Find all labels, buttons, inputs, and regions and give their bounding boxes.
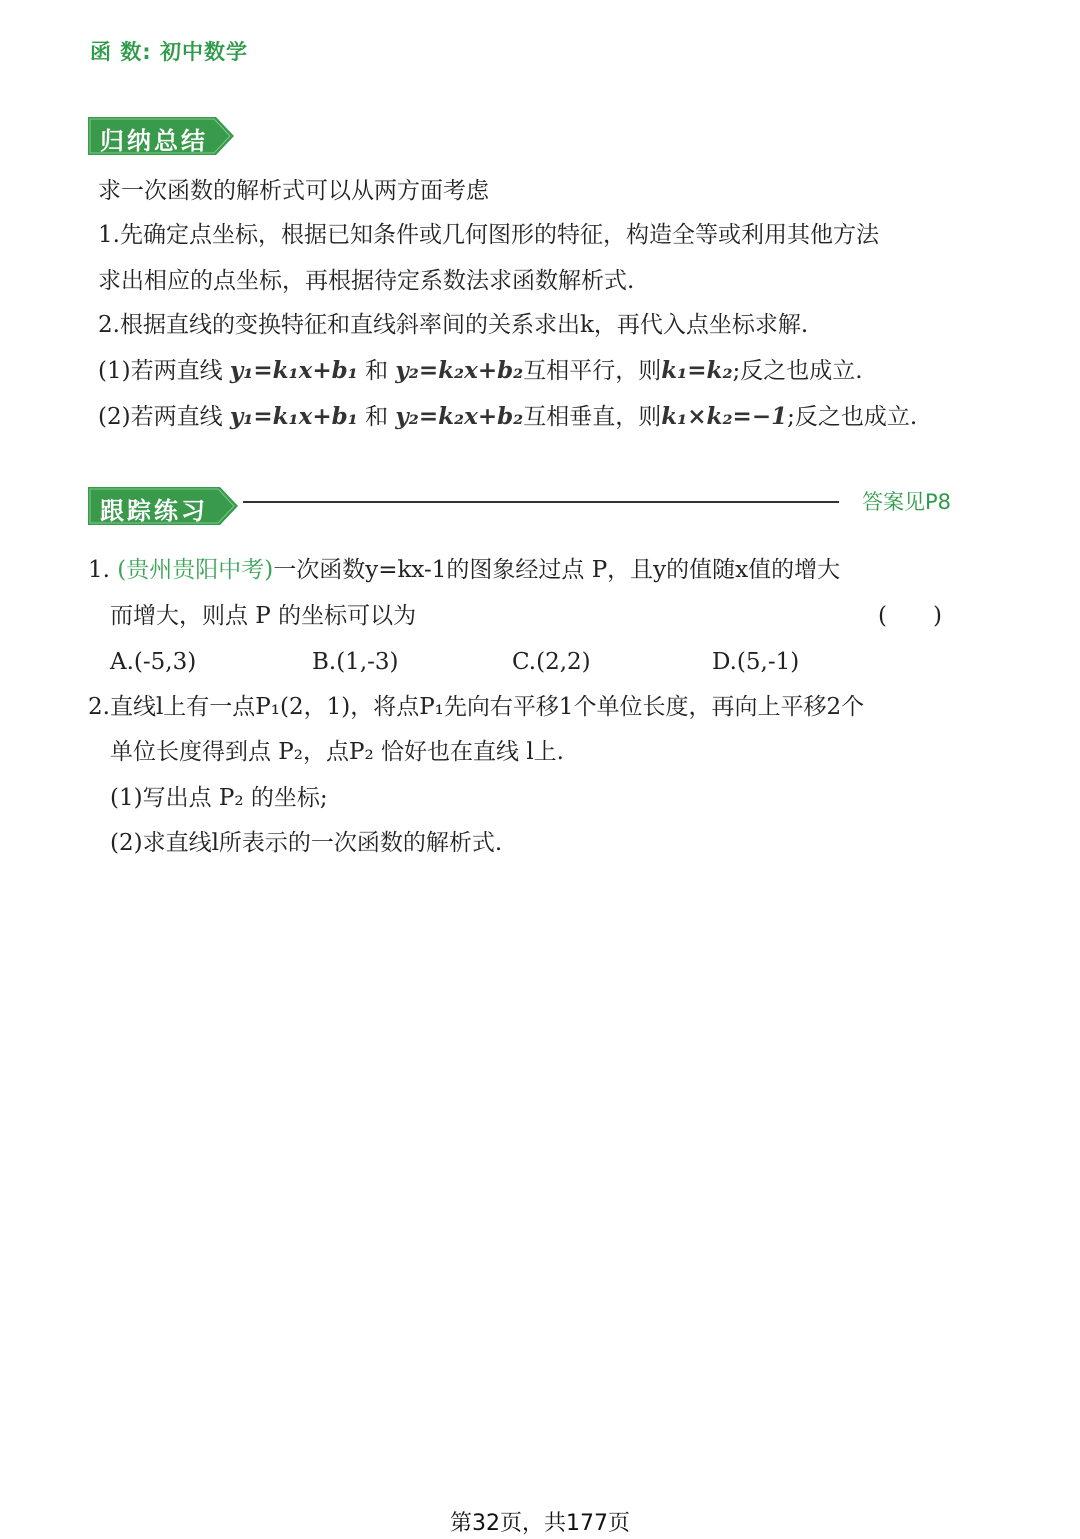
question-2-line1: 2.直线l上有一点P₁(2，1)，将点P₁先向右平移1个单位长度，再向上平移2个 <box>88 694 865 720</box>
question-1-number: 1. <box>88 557 110 583</box>
summary-point2: 2.根据直线的变换特征和直线斜率间的关系求出k，再代入点坐标求解. <box>98 312 809 338</box>
page-footer: 第32页，共177页 <box>450 1511 630 1536</box>
question-2-sub1: (1)写出点 P₂ 的坐标; <box>110 785 328 811</box>
summary-sub1 <box>98 356 863 386</box>
question-2-sub2: (2)求直线l所表示的一次函数的解析式. <box>110 830 503 856</box>
summary-banner <box>88 117 234 155</box>
summary-point1-line1: 1.先确定点坐标，根据已知条件或几何图形的特征，构造全等或利用其他方法 <box>98 222 879 248</box>
sub1-equation-2: y₂=k₂x+b₂ <box>395 357 524 384</box>
sub2-mid: 互相垂直，则 <box>523 404 662 430</box>
summary-banner-label: 归纳总结 <box>100 127 208 155</box>
sub2-relation: k₁×k₂=−1 <box>661 403 788 430</box>
answer-reference: 答案见P8 <box>862 490 952 514</box>
practice-banner-label: 跟踪练习 <box>100 497 208 525</box>
summary-point1-line2: 求出相应的点坐标，再根据待定系数法求函数解析式. <box>98 268 635 294</box>
question-1-line1 <box>88 555 840 585</box>
question-1-line2: 而增大，则点 P 的坐标可以为 <box>110 603 417 629</box>
question-1-option-d: D.(5,-1) <box>712 649 800 675</box>
page-header-title: 函 数: 初中数学 <box>90 40 249 64</box>
question-2-line2: 单位长度得到点 P₂，点P₂ 恰好也在直线 l上. <box>110 739 564 765</box>
section-divider <box>243 501 839 503</box>
summary-intro: 求一次函数的解析式可以从两方面考虑 <box>98 178 489 204</box>
sub2-prefix: (2)若两直线 <box>98 404 223 430</box>
question-1-text: 一次函数y=kx-1的图象经过点 P，且y的值随x值的增大 <box>273 557 841 583</box>
question-1-source: (贵州贵阳中考) <box>117 557 274 583</box>
sub1-suffix: ;反之也成立. <box>732 358 863 384</box>
question-1-option-c: C.(2,2) <box>512 649 591 675</box>
practice-banner <box>88 487 238 525</box>
sub2-suffix: ;反之也成立. <box>787 404 918 430</box>
question-1-option-b: B.(1,-3) <box>312 649 399 675</box>
sub2-equation-2: y₂=k₂x+b₂ <box>395 403 524 430</box>
sub2-equation-1: y₁=k₁x+b₁ <box>229 403 358 430</box>
question-1-option-a: A.(-5,3) <box>110 649 197 675</box>
sub1-mid: 互相平行，则 <box>523 358 662 384</box>
question-1-answer-paren: ( ) <box>878 603 942 629</box>
summary-sub2 <box>98 402 917 432</box>
sub1-equation-1: y₁=k₁x+b₁ <box>229 357 358 384</box>
sub1-relation: k₁=k₂ <box>661 357 733 384</box>
sub1-prefix: (1)若两直线 <box>98 358 223 384</box>
sub2-and: 和 <box>365 404 389 430</box>
sub1-and: 和 <box>365 358 389 384</box>
